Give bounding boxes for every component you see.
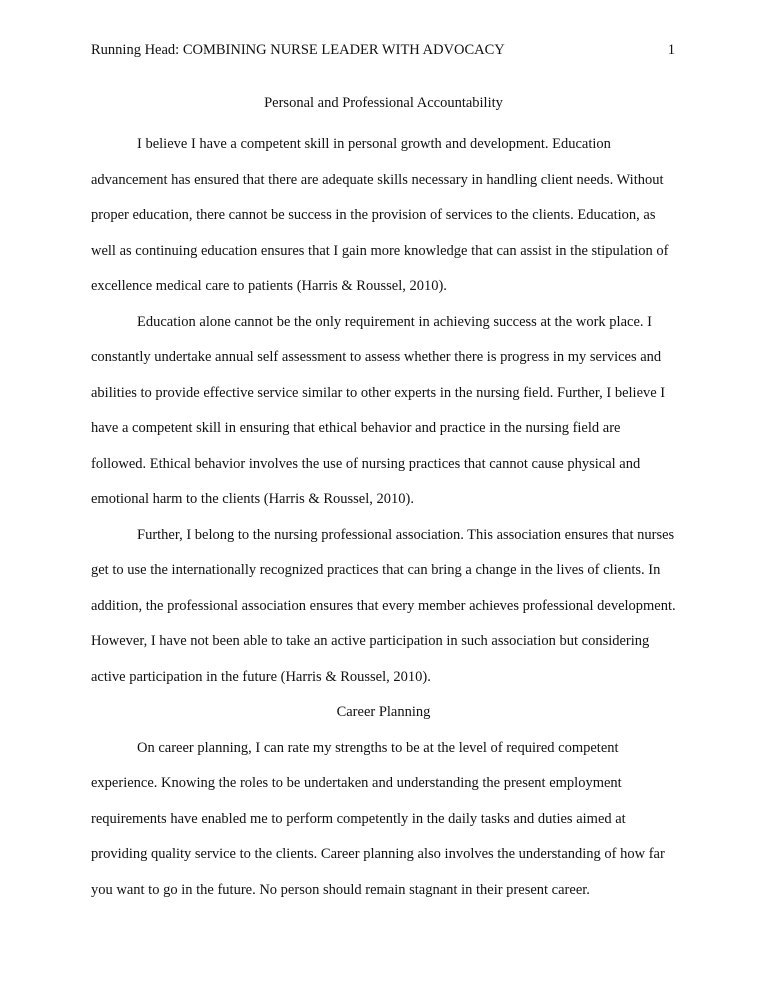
page-number: 1: [667, 42, 675, 58]
paragraph: Education alone cannot be the only requirement in achieving success at the work place. I constantly undertake annual self assessment to assess whether there is progress in my services and abilities to provide effective service similar to other experts in the nursing field. Further, I believe I have a competent skill in ensuring that ethical behavior and practice in the nursing field are followed. Ethical behavior involves the use of nursing practices that cannot cause physical and emotional harm to the clients (Harris & Roussel, 2010).: [91, 313, 666, 507]
document-body: [91, 92, 676, 908]
section-heading-accountability: Personal and Professional Accountability: [264, 95, 503, 111]
paragraph: On career planning, I can rate my strengths to be at the level of required competent experience. Knowing the roles to be undertaken and understanding the present employment requirements have enabled me to perform competently in the daily tasks and duties aimed at providing quality service to the clients. Career planning also involves the understanding of how far you want to go in the future. No person should remain stagnant in their present career.: [91, 739, 665, 898]
paragraph: I believe I have a competent skill in personal growth and development. Education advancement has ensured that there are adequate skills necessary in handling client needs. Without proper education, there cannot be success in the provision of services to the clients. Education, as well as continuing education ensures that I gain more knowledge that can assist in the stipulation of excellence medical care to patients (Harris & Roussel, 2010).: [91, 136, 669, 294]
paragraph: Further, I belong to the nursing professional association. This association ensures that nurses get to use the internationally recognized practices that can bring a change in the lives of clients. In addition, the professional association ensures that every member achieves professional development. However, I have not been able to take an active participation in such association but considering active participation in the future (Harris & Roussel, 2010).: [91, 526, 676, 685]
running-head-text: Running Head: COMBINING NURSE LEADER WITH ADVOCACY: [91, 42, 505, 58]
running-header: [91, 42, 675, 59]
section-heading-career-planning: Career Planning: [336, 704, 431, 720]
